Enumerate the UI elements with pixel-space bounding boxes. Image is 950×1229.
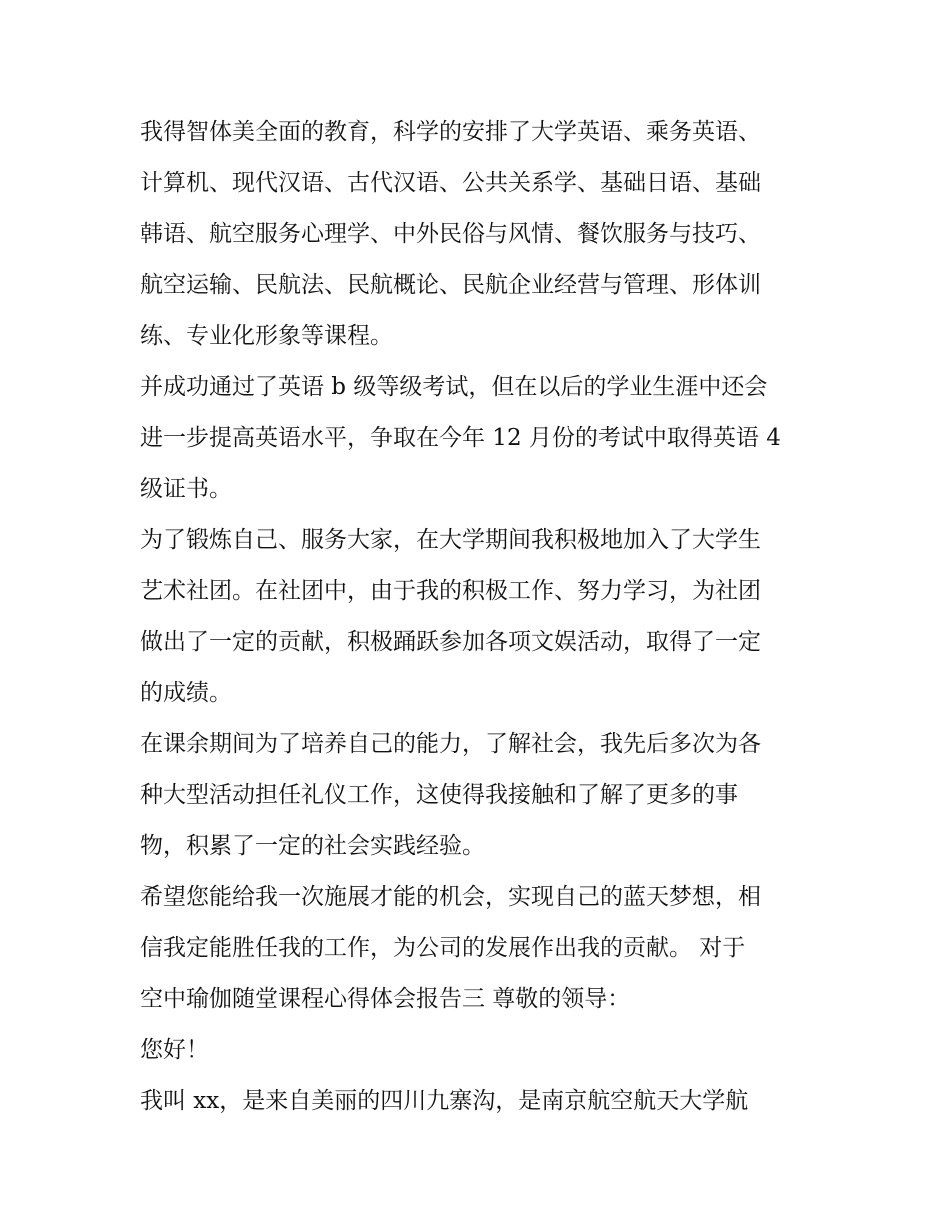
text-line: 空中瑜伽随堂课程心得体会报告三 尊敬的领导： <box>140 986 631 1012</box>
text-line: 物，积累了一定的社会实践经验。 <box>140 833 485 859</box>
text-line: 进一步提高英语水平，争取在今年 12 月份的考试中取得英语 4 <box>140 425 781 451</box>
text-line: 我得智体美全面的教育，科学的安排了大学英语、乘务英语、 <box>140 119 761 145</box>
text-line: 韩语、航空服务心理学、中外民俗与风情、餐饮服务与技巧、 <box>140 221 761 247</box>
text-line: 您好！ <box>140 1037 209 1063</box>
text-line: 计算机、现代汉语、古代汉语、公共关系学、基础日语、基础 <box>140 170 761 196</box>
text-line: 艺术社团。在社团中，由于我的积极工作、努力学习，为社团 <box>140 578 761 604</box>
text-line: 的成绩。 <box>140 680 232 706</box>
text-line: 并成功通过了英语 b 级等级考试，但在以后的学业生涯中还会 <box>140 374 768 400</box>
text-line: 种大型活动担任礼仪工作，这使得我接触和了解了更多的事 <box>140 782 738 808</box>
text-line: 为了锻炼自己、服务大家，在大学期间我积极地加入了大学生 <box>140 527 761 553</box>
text-line: 信我定能胜任我的工作，为公司的发展作出我的贡献。 对于 <box>140 935 746 961</box>
text-line: 航空运输、民航法、民航概论、民航企业经营与管理、形体训 <box>140 272 761 298</box>
text-line: 希望您能给我一次施展才能的机会，实现自己的蓝天梦想，相 <box>140 884 761 910</box>
text-line: 在课余期间为了培养自己的能力，了解社会，我先后多次为各 <box>140 731 761 757</box>
text-line: 我叫 xx，是来自美丽的四川九寨沟，是南京航空航天大学航 <box>140 1088 749 1114</box>
text-line: 级证书。 <box>140 476 232 502</box>
document-text-body <box>140 107 820 1127</box>
text-line: 做出了一定的贡献，积极踊跃参加各项文娱活动，取得了一定 <box>140 629 761 655</box>
text-line: 练、专业化形象等课程。 <box>140 323 393 349</box>
